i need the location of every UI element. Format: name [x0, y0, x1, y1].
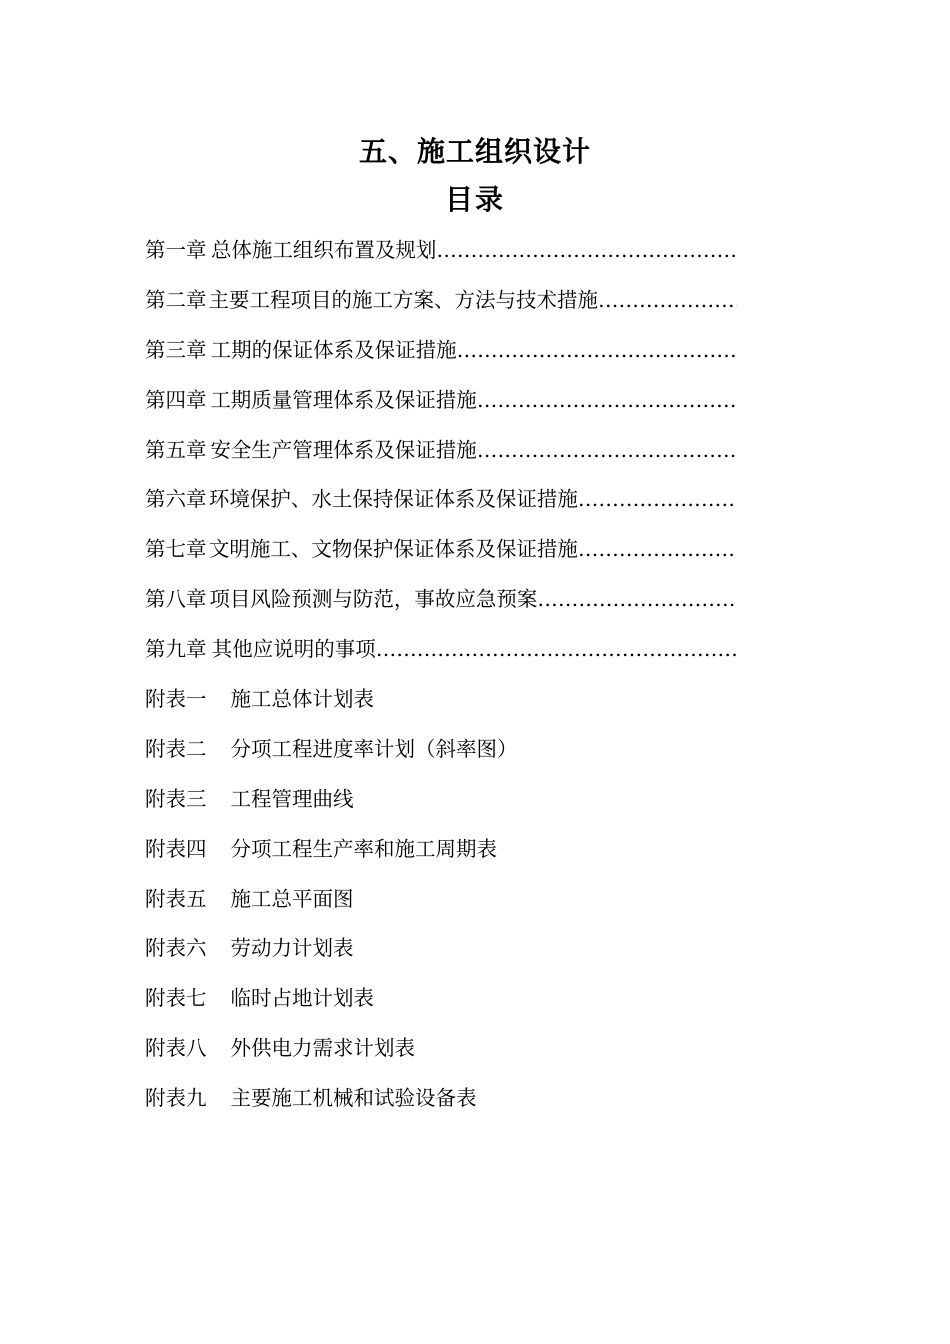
chapter-number: 第四章: [145, 387, 207, 412]
toc-entry-chapter-7[interactable]: [145, 531, 737, 581]
chapter-title: 主要工程项目的施工方案、方法与技术措施: [208, 287, 599, 312]
chapter-title: 工期的保证体系及保证措施: [210, 337, 457, 362]
chapter-number: 第二章: [145, 287, 207, 312]
toc-entry-appendix-7[interactable]: [145, 980, 737, 1030]
appendix-title: 分项工程生产率和施工周期表: [230, 836, 497, 861]
chapter-number: 第八章: [145, 587, 207, 612]
toc-entry-appendix-9[interactable]: [145, 1080, 737, 1130]
chapter-title: 安全生产管理体系及保证措施: [210, 437, 477, 462]
toc-entry-chapter-4[interactable]: [145, 382, 737, 432]
toc-entry-chapter-5[interactable]: [145, 432, 737, 482]
appendix-number: 附表七: [145, 986, 207, 1011]
appendix-number: 附表一: [145, 687, 207, 712]
toc-entry-appendix-2[interactable]: [145, 731, 737, 781]
toc-entry-chapter-8[interactable]: [145, 581, 737, 631]
dot-leader: [477, 382, 737, 432]
chapter-title: 工期质量管理体系及保证措施: [210, 387, 477, 412]
chapter-title: 项目风险预测与防范，事故应急预案: [209, 587, 538, 612]
appendix-title: 工程管理曲线: [230, 786, 354, 811]
appendix-title: 劳动力计划表: [230, 936, 354, 961]
table-of-contents: [145, 232, 737, 1130]
toc-entry-chapter-9[interactable]: [145, 631, 737, 681]
appendix-title: 施工总平面图: [230, 886, 354, 911]
toc-entry-appendix-3[interactable]: [145, 781, 737, 831]
chapter-number: 第九章: [145, 637, 207, 662]
toc-heading: 目录: [444, 183, 505, 216]
chapter-title: 其他应说明的事项: [211, 637, 376, 662]
appendix-title: 临时占地计划表: [230, 986, 374, 1011]
appendix-title: 施工总体计划表: [230, 687, 374, 712]
chapter-number: 第三章: [145, 337, 207, 362]
appendix-number: 附表九: [145, 1086, 207, 1111]
toc-entry-appendix-6[interactable]: [145, 930, 737, 980]
chapter-title: 总体施工组织布置及规划: [210, 238, 437, 262]
toc-entry-appendix-5[interactable]: [145, 881, 737, 931]
dot-leader: [457, 332, 737, 382]
chapter-number: 第六章: [145, 487, 207, 512]
toc-entry-appendix-1[interactable]: [145, 681, 737, 731]
chapter-title: 文明施工、文物保护保证体系及保证措施: [208, 537, 578, 562]
dot-leader: [477, 432, 737, 482]
dot-leader: [578, 481, 737, 531]
toc-entry-chapter-3[interactable]: [145, 332, 737, 382]
chapter-number: 第五章: [145, 437, 207, 462]
dot-leader: [376, 631, 737, 681]
toc-entry-chapter-2[interactable]: [145, 282, 737, 332]
appendix-title: 分项工程进度率计划（斜率图）: [230, 736, 518, 761]
dot-leader: [436, 232, 737, 282]
appendix-title: 主要施工机械和试验设备表: [230, 1086, 477, 1111]
dot-leader: [578, 531, 737, 581]
appendix-title: 外供电力需求计划表: [230, 1036, 415, 1061]
appendix-number: 附表三: [145, 786, 207, 811]
appendix-number: 附表五: [145, 886, 207, 911]
dot-leader: [537, 581, 737, 631]
appendix-number: 附表六: [145, 936, 207, 961]
document-title: 五、施工组织设计: [358, 135, 591, 168]
chapter-title: 环境保护、水土保持保证体系及保证措施: [208, 487, 578, 512]
chapter-number: 第七章: [145, 537, 207, 562]
toc-entry-appendix-8[interactable]: [145, 1030, 737, 1080]
toc-entry-appendix-4[interactable]: [145, 831, 737, 881]
appendix-number: 附表八: [145, 1036, 207, 1061]
appendix-number: 附表二: [145, 736, 207, 761]
appendix-number: 附表四: [145, 836, 207, 861]
toc-entry-chapter-1[interactable]: [145, 232, 737, 282]
toc-entry-chapter-6[interactable]: [145, 481, 737, 531]
dot-leader: [598, 282, 737, 332]
chapter-number: 第一章: [145, 238, 207, 262]
